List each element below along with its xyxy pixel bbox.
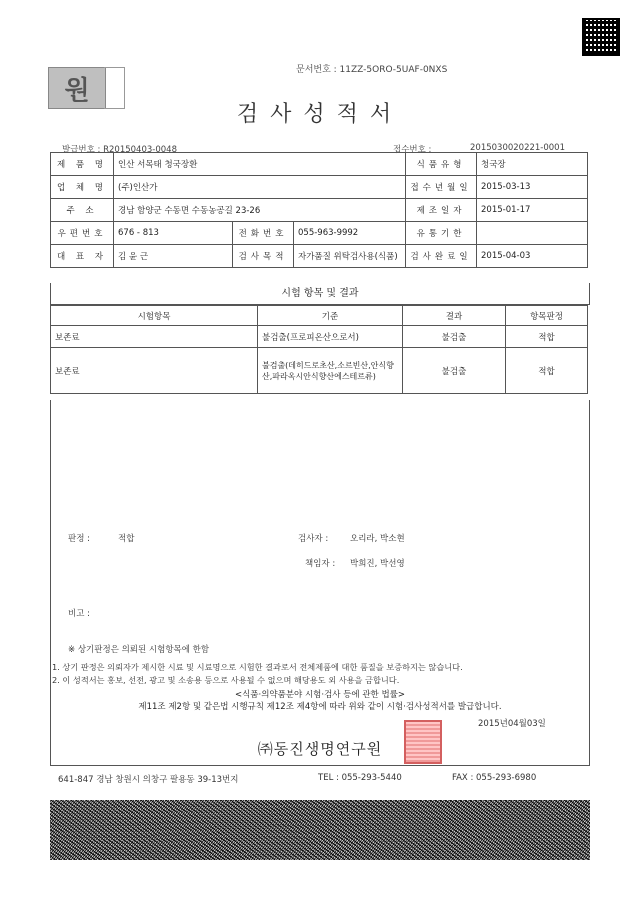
footer-address: 641-847 경남 창원시 의창구 팔용동 39-13번지 xyxy=(58,775,239,785)
row-standard: 불검출(프로피온산으로서) xyxy=(258,326,403,348)
expiry-value xyxy=(477,222,588,245)
disclaimer-2: 2. 이 성적서는 홍보, 선전, 광고 및 소송용 등으로 사용될 수 없으며 해당용도 외 사용을 금합니다. xyxy=(52,675,400,685)
disclaimer-1: 1. 상기 판정은 의뢰자가 제시한 시료 및 시료명으로 시험한 결과로서 전체제품에 대한 품질을 보증하지는 않습니다. xyxy=(52,662,463,672)
rep-label: 대 표 자 xyxy=(51,245,114,268)
purpose-label: 검사목적 xyxy=(233,245,294,268)
mfg-date-value: 2015-01-17 xyxy=(477,199,588,222)
food-type-label: 식품유형 xyxy=(406,153,477,176)
results-header-item: 시험항목 xyxy=(51,306,258,326)
results-header-verdict: 항목판정 xyxy=(506,306,588,326)
row-item: 보존료 xyxy=(51,348,258,394)
results-title: 시험 항목 및 결과 xyxy=(50,283,590,305)
product-label: 제 품 명 xyxy=(51,153,114,176)
done-date-value: 2015-04-03 xyxy=(477,245,588,268)
table-row xyxy=(51,348,588,394)
receipt-number: 2015030020221-0001 xyxy=(470,143,566,153)
issue-date: 2015년04월03일 xyxy=(478,719,546,729)
row-verdict: 적합 xyxy=(506,348,588,394)
remarks-label: 비고 : xyxy=(68,609,90,619)
expiry-label: 유통기한 xyxy=(406,222,477,245)
zip-label: 우편번호 xyxy=(51,222,114,245)
law-text: 제11조 제2항 및 같은법 시행규칙 제12조 제4항에 따라 위와 같이 시험·검사성적서를 발급합니다. xyxy=(138,702,502,712)
mfg-date-label: 제조일자 xyxy=(406,199,477,222)
responsible-value: 박희진, 박선영 xyxy=(350,559,405,569)
row-result: 불검출 xyxy=(403,326,506,348)
rep-value: 김 윤 근 xyxy=(114,245,233,268)
food-type-value: 청국장 xyxy=(477,153,588,176)
address-label: 주 소 xyxy=(51,199,114,222)
receipt-date-label: 접수년월일 xyxy=(406,176,477,199)
row-verdict: 적합 xyxy=(506,326,588,348)
inspector-value: 오리라, 박소현 xyxy=(350,534,405,544)
page-title: 검사성적서 xyxy=(236,102,404,127)
company-value: (주)인산가 xyxy=(114,176,406,199)
zip-value: 676 - 813 xyxy=(114,222,233,245)
address-value: 경남 함양군 수동면 수동농공길 23-26 xyxy=(114,199,406,222)
official-seal xyxy=(404,720,442,764)
purpose-value: 자가품질 위탁검사용(식품) xyxy=(294,245,406,268)
issue-number: 발급번호 : R20150403-0048 xyxy=(62,145,177,155)
phone-label: 전화번호 xyxy=(233,222,294,245)
receipt-label: 접수번호 : xyxy=(393,145,432,155)
receipt-date-value: 2015-03-13 xyxy=(477,176,588,199)
phone-value: 055-963-9992 xyxy=(294,222,406,245)
done-date-label: 검사완료일 xyxy=(406,245,477,268)
footer-fax: FAX : 055-293-6980 xyxy=(452,773,537,783)
judgment-value: 적합 xyxy=(118,534,135,544)
company-label: 업 체 명 xyxy=(51,176,114,199)
row-item: 보존료 xyxy=(51,326,258,348)
note: ※ 상기판정은 의뢰된 시험항목에 한함 xyxy=(68,645,210,655)
law-title: <식품·의약품분야 시험·검사 등에 관한 법률> xyxy=(234,690,406,700)
results-table xyxy=(50,305,588,394)
logo-text: 원 xyxy=(64,75,90,106)
info-table xyxy=(50,152,588,268)
footer-tel: TEL : 055-293-5440 xyxy=(318,773,402,783)
document-number: 문서번호 : 11ZZ-5ORO-5UAF-0NXS xyxy=(296,65,448,75)
security-pattern xyxy=(50,800,590,860)
judgment-label: 판정 : xyxy=(68,534,90,544)
row-standard: 불검출(데히드로초산,소르빈산,안식향산,파라옥시안식향산에스테르류) xyxy=(258,348,403,394)
qr-code xyxy=(582,18,620,56)
results-header-result: 결과 xyxy=(403,306,506,326)
inspector-label: 검사자 : xyxy=(298,534,329,544)
row-result: 불검출 xyxy=(403,348,506,394)
organization-name: ㈜동진생명연구원 xyxy=(257,740,383,758)
results-header-standard: 기준 xyxy=(258,306,403,326)
responsible-label: 책임자 : xyxy=(305,559,336,569)
product-value: 인산 서목태 청국장환 xyxy=(114,153,406,176)
table-row xyxy=(51,326,588,348)
